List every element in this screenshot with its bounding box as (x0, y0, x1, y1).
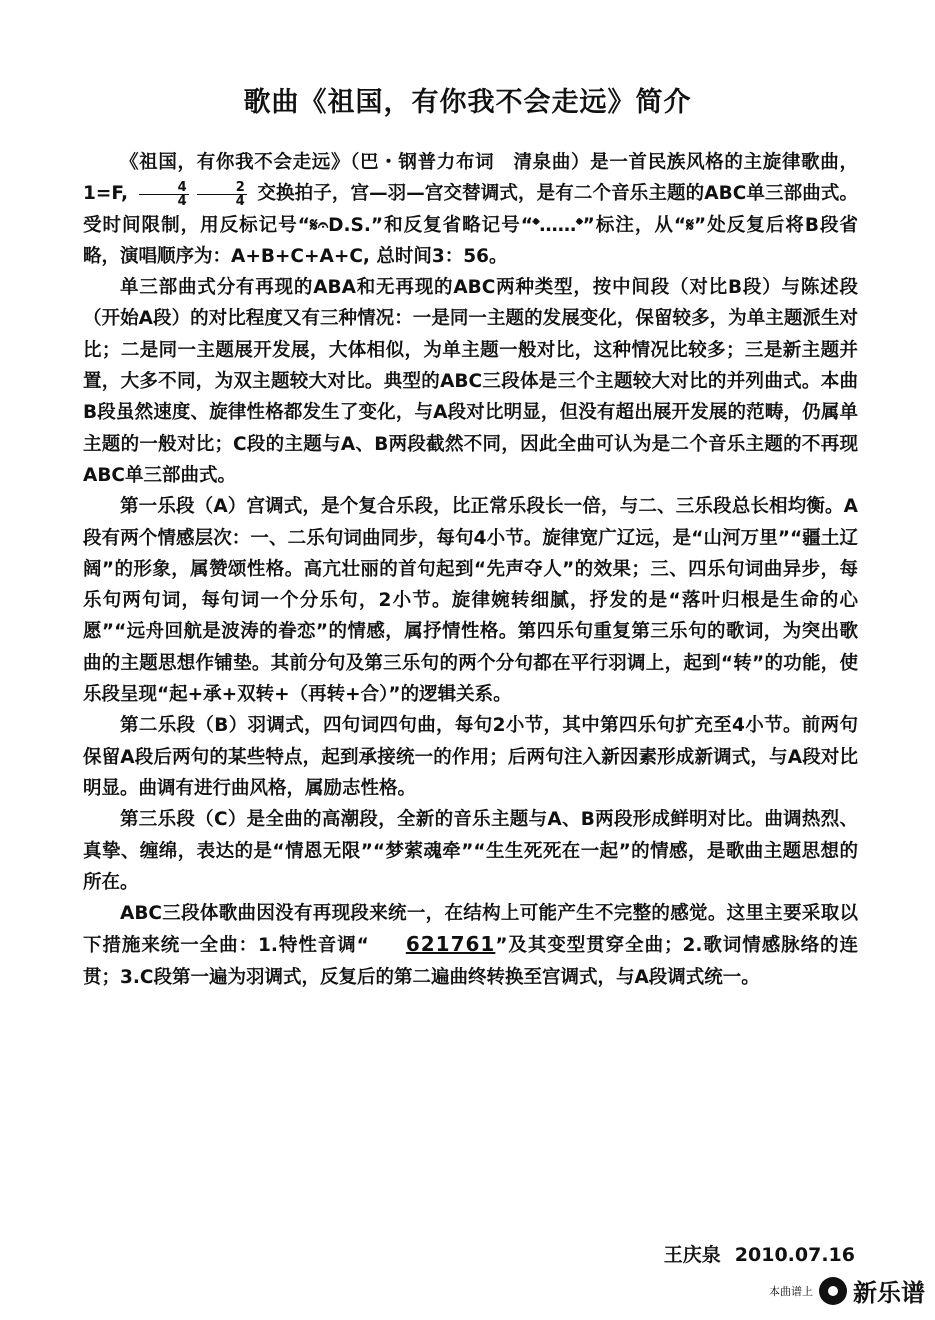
paragraph-6-text-a: ABC三段体歌曲因没有再现段来统一，在结构上可能产生不完整的感觉。这里主要采取以下措施来统一全曲：1.特性音调“ (83, 903, 858, 957)
fermata-icon: 𝄐 (317, 214, 329, 236)
paragraph-3: 第一乐段（A）宫调式，是个复合乐段，比正常乐段长一倍，与二、三乐段总长相均衡。A段有两个情感层次：一、二乐句词曲同步，每句4小节。旋律宽广辽远，是“山河万里”“疆土辽阔”的形象，属赞颂性格。高亢壮丽的首句起到“先声夺人”的效果；三、四乐句词曲异步，每乐句两句词，每句词一个分乐句，2小节。旋律婉转细腻，抒发的是“落叶归根是生命的心愿”“远舟回航是波涛的眷恋”的情感，属抒情性格。第四乐句重复第三乐句的歌词，为突出歌曲的主题思想作铺垫。其前分句及第三乐句的两个分句都在平行羽调上，起到“转”的功能，使乐段呈现“起+承+双转+（再转+合）”的逻辑关系。 (83, 496, 858, 706)
document-title: 歌曲《祖国，有你我不会走远》简介 (243, 87, 692, 118)
signature-date: 2010.07.16 (734, 1244, 855, 1266)
paragraph-1-text-c: D.S.”和反复省略记号“ (328, 214, 533, 236)
time-signature-denominator: 4 (177, 193, 187, 209)
footer-prefix: 本曲谱上 (769, 1284, 813, 1298)
coda-icon: 𝄌 (532, 214, 540, 236)
paragraph-6-text-b: ”及其变型贯穿全曲；2.歌词情感脉络的连贯；3.C段第一遍为羽调式，反复后的第二遍曲终转换至宫调式，与A段调式统一。 (83, 935, 858, 988)
paragraph-1-text-a: 《祖国，有你我不会走远》（巴・钢普力布词 清泉曲）是一首民族风格的主旋律歌曲，1=F, (83, 152, 858, 205)
coda-icon: 𝄌 (576, 214, 583, 236)
paragraph-1-text-b: 交换拍子，宫—羽—宫交替调式，是有二个音乐主题的ABC单三部曲式。受时间限制，用反标记号“ (83, 183, 859, 236)
brand-name: 新乐谱 (853, 1279, 925, 1307)
paragraph-1-text-e: ”处反复后将B段省略，演唱顺序为：A+B+C+A+C, 总时间3：56。 (83, 214, 858, 267)
segno-icon: 𝄋 (686, 214, 695, 236)
time-signature-4-4 (139, 181, 189, 208)
paragraph-1-text-d: ”标注，从“ (582, 214, 687, 236)
paragraph-2: 单三部曲式分有再现的ABA和无再现的ABC两种类型，按中间段（对比B段）与陈述段（开始A段）的对比程度又有三种情况：一是同一主题的发展变化，保留较多，为单主题派生对比；二是同一主题展开发展，大体相似，为单主题一般对比，这种情况比较多；三是新主题并置，大多不同，为双主题较大对比。典型的ABC三段体是三个主题较大对比的并列曲式。本曲B段虽然速度、旋律性格都发生了变化，与A段对比明显，但没有超出展开发展的范畴，仍属单主题的一般对比；C段的主题与A、B两段截然不同，因此全曲可认为是二个音乐主题的不再现ABC单三部曲式。 (83, 277, 858, 486)
record-logo-icon (819, 1277, 847, 1305)
footer-brand (769, 1273, 925, 1308)
paragraph-1-ellipsis: …… (539, 214, 577, 236)
document-body (83, 147, 858, 993)
jianpu-motif: 621761 (405, 932, 496, 957)
time-signature-2-4 (197, 181, 247, 208)
time-signature-denominator: 4 (235, 193, 245, 209)
paragraph-5: 第三乐段（C）是全曲的高潮段，全新的音乐主题与A、B两段形成鲜明对比。曲调热烈、真挚、缠绵，表达的是“情恩无限”“梦萦魂牵”“生生死死在一起”的情感，是歌曲主题思想的所在。 (83, 809, 858, 893)
paragraph-4: 第二乐段（B）羽调式，四句词四句曲，每句2小节，其中第四乐句扩充至4小节。前两句保留A段后两句的某些特点，起到承接统一的作用；后两句注入新因素形成新调式，与A段对比明显。曲调有进行曲风格，属励志性格。 (83, 715, 858, 799)
time-signature-numerator: 2 (197, 181, 247, 195)
author-name: 王庆泉 (663, 1244, 721, 1266)
signature (664, 1240, 855, 1267)
paragraph-6 (83, 898, 858, 993)
paragraph-1 (83, 147, 858, 272)
time-signature-numerator: 4 (139, 181, 189, 195)
segno-icon: 𝄋 (309, 214, 318, 236)
